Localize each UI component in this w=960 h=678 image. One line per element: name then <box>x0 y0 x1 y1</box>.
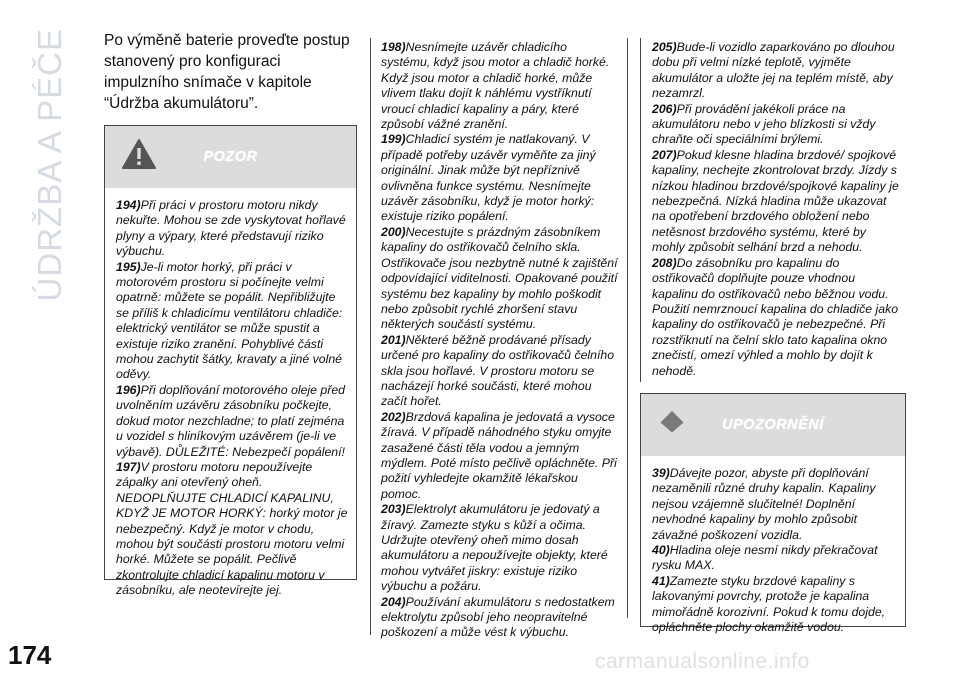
upozorneni-title: UPOZORNĚNÍ <box>722 417 824 433</box>
item-number: 207) <box>652 147 677 162</box>
item-text: Do zásobníku pro kapalinu do ostřikovačů doplňujte pouze vhodnou kapalinu do ostřikovačů nebo běžnou vodu. Použití nemrznoucí kapalina do chladiče jako kapaliny do ostřikovačů je nebezpečné. Při rozstřiknutí na čelní sklo tato kapalina okno znečistí, omezí výhled a mohlo by dojít k nehodě. <box>652 255 899 378</box>
item-number: 203) <box>381 502 406 517</box>
warning-item <box>381 225 619 333</box>
item-number: 194) <box>116 198 141 212</box>
pozor-body <box>105 188 356 607</box>
item-number: 41) <box>652 573 670 588</box>
right-column <box>652 40 900 379</box>
warning-item <box>116 383 348 460</box>
section-title <box>22 28 78 348</box>
item-text: Hladina oleje nesmí nikdy překračovat rysku MAX. <box>652 543 878 573</box>
warning-item <box>652 102 900 148</box>
item-number: 201) <box>381 332 406 347</box>
middle-column-left-rule <box>370 38 371 635</box>
item-number: 198) <box>381 40 406 54</box>
section-title-text: ÚDRŽBA A PÉČE <box>31 28 68 302</box>
item-number: 39) <box>652 466 670 480</box>
page-number: 174 <box>8 640 52 670</box>
warning-item <box>652 543 897 574</box>
item-number: 202) <box>381 409 406 424</box>
warning-item <box>652 574 897 636</box>
item-text: Při doplňování motorového oleje před uvolněním uzávěru zásobníku počkejte, dokud motor nezchladne; to platí zejména u vozidel s hliníkovým uzávěrem (je-li ve výbavě). DŮLEŽITÉ: Nebezpečí popálení! <box>116 382 346 459</box>
item-number: 195) <box>116 259 141 274</box>
right-column-left-rule <box>640 38 641 382</box>
item-number: 196) <box>116 382 141 397</box>
warning-item <box>381 333 619 410</box>
upozorneni-box <box>640 393 906 635</box>
intro-paragraph: Po výměně baterie proveďte postup stanovený pro konfiguraci impulzního snímače v kapitole “Údržba akumulátoru”. <box>104 32 350 112</box>
warning-item <box>381 502 619 594</box>
item-text: Bude-li vozidlo zaparkováno po dlouhou dobu při velmi nízké teplotě, vyjměte akumulátor a uložte jej na teplém místě, aby nezamrzl. <box>652 40 895 101</box>
warning-item <box>381 410 619 502</box>
item-number: 208) <box>652 255 677 270</box>
warning-item <box>116 260 348 383</box>
item-text: Elektrolyt akumulátoru je jedovatý a žíravý. Zamezte styku s kůží a očima. Udržujte otevřený oheň mimo dosah akumulátoru a nepoužívejte objekty, které mohou vytvářet jiskry: existuje riziko výbuchu a požáru. <box>381 502 608 594</box>
warning-item <box>652 256 900 379</box>
item-text: Chladicí systém je natlakovaný. V případě potřeby uzávěr vyměňte za jiný originální. Jinak může být nepříznivě ovlivněna funkce systému. Nesnímejte uzávěr zásobníku, když je motor horký: existuje riziko popálení. <box>381 132 596 224</box>
item-number: 199) <box>381 132 406 147</box>
item-text: Zamezte styku brzdové kapaliny s lakovanými povrchy, protože je kapalina mimořádně korozivní. Pokud k tomu dojde, opláchněte plochy okamžitě vodou. <box>652 573 886 635</box>
warning-item <box>116 198 348 260</box>
item-text: Používání akumulátoru s nedostatkem elektrolytu způsobí jeho neopravitelné poškození a může vést k výbuchu. <box>381 594 615 640</box>
item-number: 204) <box>381 594 406 609</box>
item-number: 197) <box>116 459 141 474</box>
item-text: Nesnímejte uzávěr chladicího systému, když jsou motor a chladič horké. Když jsou motor a chladič horké, může vlivem tlaku dojít k náhlému vystříknutí vroucí chladicí kapaliny a páry, které způsobí vážné zranění. <box>381 40 610 132</box>
warning-item <box>116 460 348 599</box>
item-text: Brzdová kapalina je jedovatá a vysoce žíravá. V případě náhodného styku omyjte zasažené části těla vodou a jemným mýdlem. Poté místo pečlivě opláchněte. Při požití vyhledejte okamžitě lékařskou pomoc. <box>381 409 617 501</box>
item-text: Při práci v prostoru motoru nikdy nekuřte. Mohou se zde vyskytovat hořlavé plyny a výpary, které představují riziko výbuchu. <box>116 198 346 259</box>
warning-item <box>381 132 619 224</box>
upozorneni-header <box>641 394 905 456</box>
warning-item <box>652 40 900 102</box>
warning-item <box>381 595 619 641</box>
item-text: Pokud klesne hladina brzdové/ spojkové kapaliny, nechejte zkontrolovat brzdy. Jízdy s nízkou hladinou brzdové/spojkové kapaliny je nebezpečná. Nízká hladina může ukazovat na opotřebení brzdového obložení nebo netěsnost brzdového systému, které by mohly způsobit selhání brzd a nehodu. <box>652 147 899 255</box>
warning-item <box>381 40 619 132</box>
pozor-title: POZOR <box>203 149 258 165</box>
middle-column-right-rule <box>627 38 628 618</box>
item-text: Dávejte pozor, abyste při doplňování nezaměnili různé druhy kapalin. Kapaliny nejsou vzájemně slučitelné! Doplnění nevhodné kapaliny by mohlo způsobit závažné poškození vozidla. <box>652 466 876 542</box>
info-icon <box>659 408 685 434</box>
item-number: 206) <box>652 101 677 116</box>
pozor-header <box>105 126 356 188</box>
item-text: Necestujte s prázdným zásobníkem kapaliny do ostřikovačů čelního skla. Ostřikovače jsou nezbytně nutné k zajištění odpovídající viditelnosti. Opakované použití systému bez kapaliny by mohlo poškodit nebo způsobit rychlé zhoršení stavu některých součástí systému. <box>381 224 618 332</box>
warning-triangle-icon <box>121 138 157 170</box>
item-number: 200) <box>381 224 406 239</box>
footer-watermark: carmanualsonline.info <box>595 650 810 673</box>
upozorneni-body <box>641 456 905 643</box>
middle-column <box>381 40 619 641</box>
item-number: 40) <box>652 543 670 558</box>
item-text: Při provádění jakékoli práce na akumulátoru nebo v jeho blízkosti si vždy chraňte oči speciálními brýlemi. <box>652 101 876 147</box>
warning-item <box>652 466 897 543</box>
item-text: V prostoru motoru nepoužívejte zápalky ani otevřený oheň. NEDOPLŇUJTE CHLADICÍ KAPALINU, KDYŽ JE MOTOR HORKÝ: horký motor je nebezpečný. Když je motor v chodu, mohou být součásti prostoru motoru velmi horké. Můžete se popálit. Pečlivě zkontrolujte chladicí kapalinu motoru v zásobníku, ale neotevírejte jej. <box>116 459 348 598</box>
pozor-box <box>104 125 357 598</box>
warning-item <box>652 148 900 256</box>
item-text: Je-li motor horký, při práci v motorovém prostoru si počínejte velmi opatrně: můžete se popálit. Nepřibližujte se příliš k chladicímu ventilátoru chladiče: elektrický ventilátor se může spustit a existuje riziko zranění. Pohyblivé části mohou zachytit šátky, kravaty a jiné volné oděvy. <box>116 259 343 382</box>
item-number: 205) <box>652 40 677 54</box>
item-text: Některé běžně prodávané přísady určené pro kapaliny do ostřikovačů čelního skla jsou hořlavé. V prostoru motoru se nacházejí horké součásti, které mohou začít hořet. <box>381 332 615 409</box>
